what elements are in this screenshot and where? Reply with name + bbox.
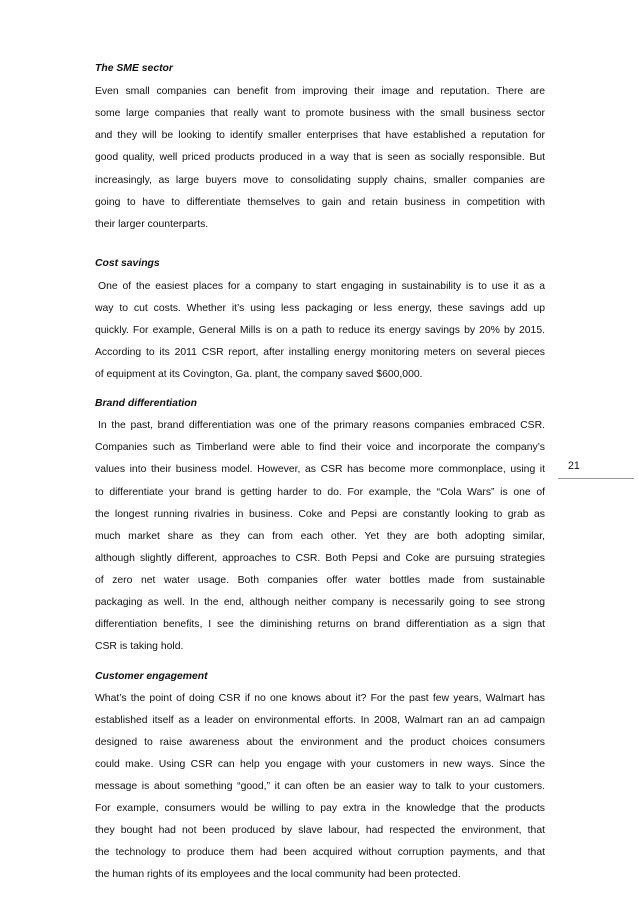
paragraph-line: designed to raise awareness about the environment and the product choices consumers bbox=[95, 737, 545, 748]
paragraph-line: of equipment at its Covington, Ga. plant, the company saved $600,000. bbox=[95, 369, 423, 380]
paragraph-line: the technology to produce them had been acquired without corruption payments, and that bbox=[95, 847, 545, 858]
paragraph-line: For example, consumers would be willing to pay extra in the knowledge that the products bbox=[95, 803, 545, 814]
section-heading-brand-differentiation: Brand differentiation bbox=[95, 398, 197, 409]
paragraph-line: values into their business model. However, as CSR has become more commonplace, using it bbox=[95, 464, 545, 475]
paragraph-line: Even small companies can benefit from improving their image and reputation. There are bbox=[95, 86, 545, 97]
paragraph-line: established itself as a leader on environmental efforts. In 2008, Walmart ran an ad campaign bbox=[95, 715, 545, 726]
paragraph-line: they bought had not been produced by slave labour, had respected the environment, that bbox=[95, 825, 545, 836]
paragraph-line: What’s the point of doing CSR if no one knows about it? For the past few years, Walmart has bbox=[95, 693, 545, 704]
paragraph-line: the human rights of its employees and the local community had been protected. bbox=[95, 869, 461, 880]
paragraph-line: and they will be looking to identify smaller enterprises that have established a reputation for bbox=[95, 130, 545, 141]
page-number-rule bbox=[558, 478, 634, 479]
paragraph-line: some large companies that really want to promote business with the small business sector bbox=[95, 108, 545, 119]
paragraph-line: much market share as they can from each other. Yet they are both adopting similar, bbox=[95, 531, 545, 542]
paragraph-line: One of the easiest places for a company to start engaging in sustainability is to use it as a bbox=[98, 281, 545, 292]
paragraph-line: good quality, well priced products produced in a way that is seen as socially responsible. But bbox=[95, 152, 545, 163]
paragraph-line: of zero net water usage. Both companies offer water bottles made from sustainable bbox=[95, 575, 545, 586]
paragraph-line: quickly. For example, General Mills is on a path to reduce its energy savings by 20% by 2015. bbox=[95, 325, 545, 336]
paragraph-line: way to cut costs. Whether it’s using less packaging or less energy, these savings add up bbox=[95, 303, 545, 314]
paragraph-line: Companies such as Timberland were able to find their voice and incorporate the company’s bbox=[95, 442, 545, 453]
paragraph-line: going to have to differentiate themselves to gain and retain business in competition with bbox=[95, 197, 545, 208]
section-heading-customer-engagement: Customer engagement bbox=[95, 671, 208, 682]
paragraph-line: to differentiate your brand is getting harder to do. For example, the “Cola Wars” is one of bbox=[95, 487, 545, 498]
paragraph-line: the longest running rivalries in business. Coke and Pepsi are constantly looking to grab as bbox=[95, 509, 545, 520]
paragraph-line: In the past, brand differentiation was one of the primary reasons companies embraced CSR. bbox=[98, 420, 545, 431]
paragraph-line: their larger counterparts. bbox=[95, 219, 209, 230]
page-number: 21 bbox=[568, 460, 580, 472]
paragraph-line: message is about something “good,” it can often be an easier way to talk to your customers. bbox=[95, 781, 545, 792]
paragraph-line: packaging as well. In the end, although neither company is necessarily going to see strong bbox=[95, 597, 545, 608]
section-heading-cost-savings: Cost savings bbox=[95, 258, 160, 269]
paragraph-line: CSR is taking hold. bbox=[95, 641, 184, 652]
paragraph-line: According to its 2011 CSR report, after installing energy monitoring meters on several pieces bbox=[95, 347, 545, 358]
paragraph-line: increasingly, as large buyers move to consolidating supply chains, smaller companies are bbox=[95, 175, 545, 186]
paragraph-line: could make. Using CSR can help you engage with your customers in new ways. Since the bbox=[95, 759, 545, 770]
paragraph-line: differentiation benefits, I see the diminishing returns on brand differentiation as a sign that bbox=[95, 619, 545, 630]
section-heading-sme-sector: The SME sector bbox=[95, 63, 173, 74]
paragraph-line: although slightly different, approaches to CSR. Both Pepsi and Coke are pursuing strategies bbox=[95, 553, 545, 564]
